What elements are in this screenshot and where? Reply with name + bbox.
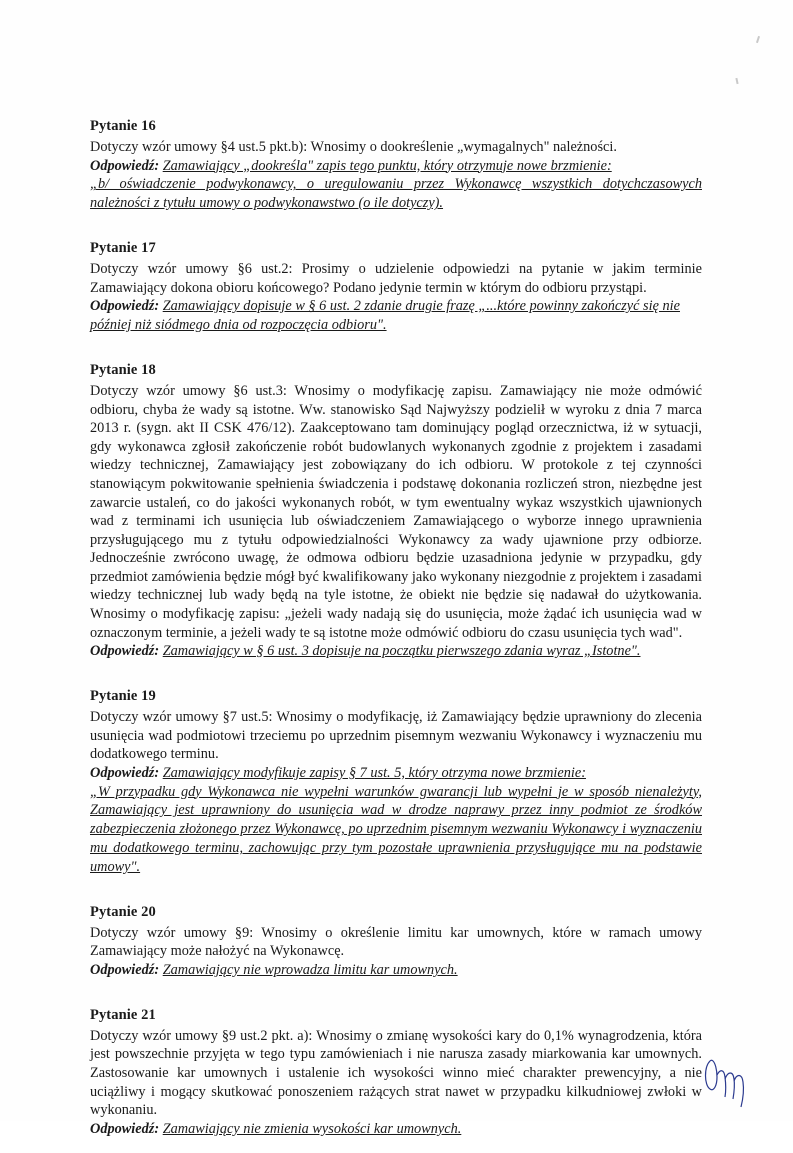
answer-paragraph xyxy=(90,1120,702,1139)
answer-continuation: „W przypadku gdy Wykonawca nie wypełni warunków gwarancji lub wypełni je w sposób nienależyty, Zamawiający jest uprawniony do usunięcia wad w drodze naprawy przez inny podmiot ze środków zabezpieczenia złożonego przez Wykonawcę, po uprzednim pisemnym wezwaniu Wykonawcy i wyznaczeniu mu dodatkowego terminu, zachowując przy tym pozostałe uprawnienia przysługujące mu na podstawie umowy". xyxy=(90,783,702,876)
document-body xyxy=(90,118,702,1153)
question-text: Dotyczy wzór umowy §4 ust.5 pkt.b): Wnosimy o dookreślenie „wymagalnych" należności. xyxy=(90,139,617,155)
question-heading: Pytanie 18 xyxy=(90,362,156,379)
question-heading: Pytanie 17 xyxy=(90,240,156,257)
answer-text: Zamawiający „dookreśla" zapis tego punktu, który otrzymuje nowe brzmienie: xyxy=(162,157,612,174)
answer-text: Zamawiający dopisuje w § 6 ust. 2 zdanie drugie frazę „...które powinny zakończyć się nie xyxy=(162,298,680,315)
stray-mark xyxy=(756,36,760,43)
question-block xyxy=(90,688,702,877)
answer-paragraph xyxy=(90,961,702,980)
question-block xyxy=(90,362,702,661)
stray-mark xyxy=(735,78,738,84)
answer-label: Odpowiedź: xyxy=(90,643,160,660)
question-block xyxy=(90,904,702,980)
question-text: Dotyczy wzór umowy §6 ust.3: Wnosimy o modyfikację zapisu. Zamawiający nie może odmówić odbioru, chyba że wady są istotne. Ww. stanowisko Sąd Najwyższy podzielił w wyroku z dnia 7 marca 2013 r. (sygn. akt II CSK 476/12). Zaakceptowano tam dominujący pogląd orzecznictwa, iż w sytuacji, gdy wykonawca zgłosił zakończenie robót budowlanych wykonanych zgodnie z projektem i zasadami wiedzy technicznej, Zamawiający jest zobowiązany do ich odbioru. W protokole z tej czynności stanowiącym pokwitowanie spełnienia świadczenia i podstawę dokonania rozliczeń stron, niezbędne jest zawarcie ustaleń, co do jakości wykonanych robót, w tym ewentualny wykaz wszystkich ujawnionych wad z terminami ich usunięcia lub oświadczeniem Zamawiającego o wyborze innego uprawnienia przysługującego mu z tytułu odpowiedzialności Wykonawcy za wady ujawnione przy odbiorze. Jednocześnie zwrócono uwagę, że odmowa odbioru będzie uzasadniona jedynie w przypadku, gdy przedmiot zamówienia będzie mógł być kwalifikowany jako wykonany niezgodnie z projektem i zasadami wiedzy technicznej lub wady będą na tyle istotne, że obiekt nie będzie się nadawał do użytkowania. Wnosimy o modyfikację zapisu: „jeżeli wady nadają się do usunięcia, może żądać ich usunięcia wad w oznaczonym terminie, a jeżeli wady te są istotne może odmówić odbioru do czasu usunięcia tych wad". xyxy=(90,383,702,641)
answer-label: Odpowiedź: xyxy=(90,1120,160,1137)
answer-paragraph xyxy=(90,157,702,176)
question-heading: Pytanie 16 xyxy=(90,118,156,134)
question-block xyxy=(90,240,702,335)
answer-paragraph xyxy=(90,297,702,316)
question-block xyxy=(90,118,702,213)
answer-label: Odpowiedź: xyxy=(90,764,160,781)
answer-text: Zamawiający modyfikuje zapisy § 7 ust. 5, który otrzyma nowe brzmienie: xyxy=(162,764,586,781)
answer-continuation: później niż siódmego dnia od rozpoczęcia odbioru". xyxy=(90,317,387,334)
answer-text: Zamawiający nie zmienia wysokości kar umownych. xyxy=(162,1120,462,1137)
answer-text: Zamawiający nie wprowadza limitu kar umownych. xyxy=(162,962,458,979)
answer-label: Odpowiedź: xyxy=(90,962,160,979)
answer-paragraph xyxy=(90,642,702,661)
answer-paragraph xyxy=(90,764,702,783)
signature-mark xyxy=(700,1055,770,1115)
answer-label: Odpowiedź: xyxy=(90,157,160,174)
answer-text: Zamawiający w § 6 ust. 3 dopisuje na początku pierwszego zdania wyraz „Istotne". xyxy=(162,643,641,660)
question-heading: Pytanie 20 xyxy=(90,903,156,920)
question-text: Dotyczy wzór umowy §9 ust.2 pkt. a): Wnosimy o zmianę wysokości kary do 0,1% wynagrodzenia, która jest powszechnie przyjęta w tego typu zamówieniach i nie narusza zasady miarkowania kar umownych. Zastosowanie kar umownych i ustalenie ich wysokości winno mieć charakter prewencyjny, a nie uciążliwy i mogący skutkować ponoszeniem rażących strat nawet w przypadku kilkudniowej zwłoki w wykonaniu. xyxy=(90,1027,702,1119)
answer-continuation: „b/ oświadczenie podwykonawcy, o uregulowaniu przez Wykonawcę wszystkich dotychczasowych należności z tytułu umowy o podwykonawstwo (o ile dotyczy). xyxy=(90,176,702,212)
question-heading: Pytanie 19 xyxy=(90,687,156,704)
answer-label: Odpowiedź: xyxy=(90,298,160,315)
question-text: Dotyczy wzór umowy §6 ust.2: Prosimy o udzielenie odpowiedzi na pytanie w jakim terminie Zamawiający dokona obioru końcowego? Podano jedynie termin w którym do odbioru przystąpi. xyxy=(90,261,702,296)
question-block xyxy=(90,1007,702,1139)
question-heading: Pytanie 21 xyxy=(90,1006,156,1023)
question-text: Dotyczy wzór umowy §9: Wnosimy o określenie limitu kar umownych, które w ramach umowy Zamawiający może nałożyć na Wykonawcę. xyxy=(90,924,702,960)
question-text: Dotyczy wzór umowy §7 ust.5: Wnosimy o modyfikację, iż Zamawiający będzie uprawniony do zlecenia usunięcia wad podmiotowi trzeciemu po uprzednim pisemnym wezwaniu Wykonawcy i wyznaczeniu mu dodatkowego terminu. xyxy=(90,708,702,763)
